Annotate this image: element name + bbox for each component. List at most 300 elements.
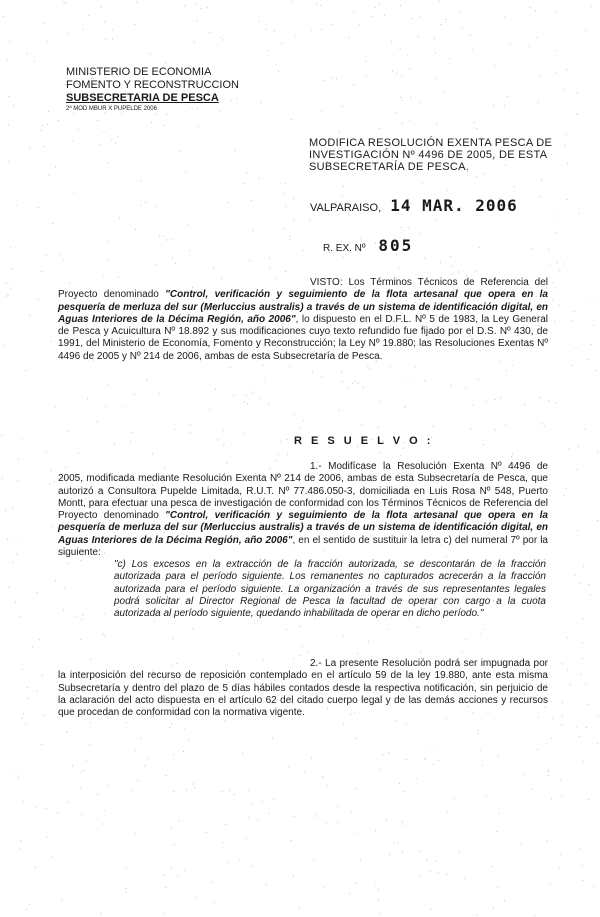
scan-speckle — [510, 43, 511, 44]
scan-speckle — [588, 799, 589, 800]
scan-speckle — [72, 141, 73, 142]
scan-speckle — [6, 283, 7, 284]
scan-speckle — [189, 250, 190, 251]
date-stamp: 14 MAR. 2006 — [390, 196, 518, 215]
scan-speckle — [352, 383, 353, 384]
scan-speckle — [104, 21, 105, 22]
scan-speckle — [44, 146, 45, 147]
scan-speckle — [73, 113, 74, 114]
scan-speckle — [29, 148, 30, 149]
scan-speckle — [174, 844, 175, 845]
scan-speckle — [269, 267, 270, 268]
scan-speckle — [26, 909, 27, 910]
scan-speckle — [86, 761, 87, 762]
scan-speckle — [184, 728, 185, 729]
scan-speckle — [145, 202, 146, 203]
scan-speckle — [29, 315, 30, 316]
scan-speckle — [571, 320, 572, 321]
scan-speckle — [190, 432, 191, 433]
scan-speckle — [149, 53, 150, 54]
scan-speckle — [504, 17, 505, 18]
scan-speckle — [534, 915, 535, 916]
scan-speckle — [587, 704, 588, 705]
scan-speckle — [560, 780, 561, 781]
scan-speckle — [121, 113, 122, 114]
scan-speckle — [420, 233, 421, 234]
scan-speckle — [225, 824, 226, 825]
scan-speckle — [590, 594, 591, 595]
scan-speckle — [546, 841, 547, 842]
scan-speckle — [589, 584, 590, 585]
scan-speckle — [171, 723, 172, 724]
scan-speckle — [287, 439, 288, 440]
scan-speckle — [51, 526, 52, 527]
scan-speckle — [579, 583, 580, 584]
scan-speckle — [324, 80, 325, 81]
scan-speckle — [125, 888, 126, 889]
scan-speckle — [480, 749, 481, 750]
scan-speckle — [587, 359, 588, 360]
scan-speckle — [355, 883, 356, 884]
scan-speckle — [404, 407, 405, 408]
scan-speckle — [420, 876, 421, 877]
scan-speckle — [108, 242, 109, 243]
scan-speckle — [342, 106, 343, 107]
scan-speckle — [251, 866, 252, 867]
scan-speckle — [64, 587, 65, 588]
scan-speckle — [210, 32, 211, 33]
scan-speckle — [80, 788, 81, 789]
scan-speckle — [228, 202, 229, 203]
scan-speckle — [486, 796, 487, 797]
scan-speckle — [165, 887, 166, 888]
scan-speckle — [553, 718, 554, 719]
document-subject: MODIFICA RESOLUCIÓN EXENTA PESCA DE INVESTIGACIÓN Nº 4496 DE 2005, DE ESTA SUBSECRETARÍA DE PESCA. — [309, 137, 553, 173]
scan-speckle — [165, 63, 166, 64]
scan-speckle — [141, 738, 142, 739]
scan-speckle — [342, 257, 343, 258]
scan-speckle — [46, 255, 47, 256]
scan-speckle — [170, 727, 171, 728]
scan-speckle — [406, 724, 407, 725]
scan-speckle — [561, 724, 562, 725]
visto-label: VISTO: — [310, 277, 343, 288]
scan-speckle — [20, 616, 21, 617]
scan-speckle — [548, 771, 549, 772]
scan-speckle — [13, 508, 14, 509]
scan-speckle — [1, 435, 2, 436]
scan-speckle — [136, 2, 137, 3]
scan-speckle — [408, 377, 409, 378]
scan-speckle — [476, 128, 477, 129]
scan-speckle — [26, 370, 27, 371]
scan-speckle — [581, 674, 582, 675]
scan-speckle — [549, 249, 550, 250]
scan-speckle — [477, 915, 478, 916]
scan-speckle — [266, 884, 267, 885]
scan-speckle — [90, 722, 91, 723]
scan-speckle — [267, 50, 268, 51]
scan-speckle — [311, 758, 312, 759]
scan-speckle — [359, 24, 360, 25]
scan-speckle — [300, 626, 301, 627]
scan-speckle — [227, 862, 228, 863]
scan-speckle — [10, 288, 11, 289]
scan-speckle — [294, 414, 295, 415]
scan-speckle — [551, 799, 552, 800]
scan-speckle — [305, 772, 306, 773]
scan-speckle — [159, 393, 160, 394]
point-1-project-name: "Control, verificación y seguimiento de la flota artesanal que opera en la pesquería de merluza del sur (Merluccius australis) a través de un sistema de identificación digital, en Aguas Interiores de la Décima Región, año 2006" — [58, 510, 548, 546]
scan-speckle — [214, 902, 215, 903]
scan-speckle — [482, 440, 483, 441]
scan-speckle — [482, 765, 483, 766]
scan-speckle — [82, 29, 83, 30]
scan-speckle — [596, 370, 597, 371]
scan-speckle — [452, 266, 453, 267]
scan-speckle — [548, 775, 549, 776]
scan-speckle — [15, 602, 16, 603]
scan-speckle — [23, 801, 24, 802]
scan-speckle — [504, 105, 505, 106]
scan-speckle — [372, 16, 373, 17]
scan-speckle — [464, 878, 465, 879]
scan-speckle — [82, 615, 83, 616]
scan-speckle — [483, 629, 484, 630]
scan-speckle — [192, 783, 193, 784]
scan-speckle — [244, 434, 245, 435]
scan-speckle — [18, 777, 19, 778]
scan-speckle — [175, 263, 176, 264]
scan-speckle — [431, 909, 432, 910]
scan-speckle — [104, 131, 105, 132]
scan-speckle — [67, 431, 68, 432]
scan-speckle — [107, 162, 108, 163]
scan-speckle — [498, 755, 499, 756]
scan-speckle — [303, 420, 304, 421]
scan-speckle — [353, 11, 354, 12]
scan-speckle — [283, 228, 284, 229]
scan-speckle — [26, 724, 27, 725]
scan-speckle — [88, 15, 89, 16]
scan-speckle — [574, 311, 575, 312]
scan-speckle — [170, 868, 171, 869]
point-1-text-2: , en el sentido de sustituir la letra c) del numeral 7º por la siguiente: — [58, 534, 548, 559]
scan-speckle — [438, 760, 439, 761]
scan-speckle — [326, 822, 327, 823]
scan-speckle — [245, 838, 246, 839]
scan-speckle — [403, 448, 404, 449]
scan-speckle — [280, 441, 281, 442]
scan-speckle — [16, 205, 17, 206]
scan-speckle — [567, 199, 568, 200]
scan-speckle — [163, 236, 164, 237]
scan-speckle — [337, 822, 338, 823]
scan-speckle — [339, 131, 340, 132]
scan-speckle — [555, 50, 556, 51]
scan-speckle — [494, 66, 495, 67]
scan-speckle — [273, 799, 274, 800]
scan-speckle — [68, 802, 69, 803]
scan-speckle — [285, 206, 286, 207]
scan-speckle — [285, 271, 286, 272]
scan-speckle — [556, 72, 557, 73]
scan-speckle — [367, 366, 368, 367]
scan-speckle — [45, 808, 46, 809]
scan-speckle — [493, 105, 494, 106]
scan-speckle — [151, 122, 152, 123]
scan-speckle — [245, 395, 246, 396]
scan-speckle — [574, 575, 575, 576]
scan-speckle — [119, 218, 120, 219]
scan-speckle — [315, 814, 316, 815]
scan-speckle — [248, 817, 249, 818]
scan-speckle — [179, 820, 180, 821]
scan-speckle — [592, 301, 593, 302]
rex-number-stamp: 805 — [378, 236, 414, 255]
scan-speckle — [47, 124, 48, 125]
scan-speckle — [239, 860, 240, 861]
ministry-subtitle: FOMENTO Y RECONSTRUCCION — [66, 79, 239, 91]
scan-speckle — [562, 663, 563, 664]
scan-speckle — [41, 130, 42, 131]
scan-speckle — [424, 380, 425, 381]
scan-speckle — [446, 22, 447, 23]
scan-speckle — [576, 347, 577, 348]
scan-speckle — [441, 24, 442, 25]
scan-speckle — [222, 40, 223, 41]
rex-label: R. EX. Nº — [323, 243, 366, 254]
scan-speckle — [495, 399, 496, 400]
scan-speckle — [541, 180, 542, 181]
scan-speckle — [378, 900, 379, 901]
scan-speckle — [430, 871, 431, 872]
scan-speckle — [507, 96, 508, 97]
scan-speckle — [213, 267, 214, 268]
scan-speckle — [80, 639, 81, 640]
scan-speckle — [100, 144, 101, 145]
scan-speckle — [131, 432, 132, 433]
scan-speckle — [559, 270, 560, 271]
scan-speckle — [185, 870, 186, 871]
scan-speckle — [476, 176, 477, 177]
scan-speckle — [504, 900, 505, 901]
scan-speckle — [55, 406, 56, 407]
scan-speckle — [276, 64, 277, 65]
scan-speckle — [20, 849, 21, 850]
scan-speckle — [111, 139, 112, 140]
scan-speckle — [67, 33, 68, 34]
scan-speckle — [493, 907, 494, 908]
scan-speckle — [67, 732, 68, 733]
scan-speckle — [126, 867, 127, 868]
scan-speckle — [223, 842, 224, 843]
scan-speckle — [262, 365, 263, 366]
scan-speckle — [393, 842, 394, 843]
scan-speckle — [402, 123, 403, 124]
scan-speckle — [336, 78, 337, 79]
scan-speckle — [44, 715, 45, 716]
scan-speckle — [419, 851, 420, 852]
scan-speckle — [321, 29, 322, 30]
scan-speckle — [46, 41, 47, 42]
scan-speckle — [35, 806, 36, 807]
scan-speckle — [416, 778, 417, 779]
scan-speckle — [368, 641, 369, 642]
scan-speckle — [447, 190, 448, 191]
scan-speckle — [598, 716, 599, 717]
scan-speckle — [101, 7, 102, 8]
scan-speckle — [505, 424, 506, 425]
scan-speckle — [234, 794, 235, 795]
scan-speckle — [9, 161, 10, 162]
scan-speckle — [323, 778, 324, 779]
scan-speckle — [35, 867, 36, 868]
scan-speckle — [570, 684, 571, 685]
scan-speckle — [260, 398, 261, 399]
scan-speckle — [569, 448, 570, 449]
scan-speckle — [185, 172, 186, 173]
scan-speckle — [105, 39, 106, 40]
scan-speckle — [274, 31, 275, 32]
scan-speckle — [135, 229, 136, 230]
scan-speckle — [144, 765, 145, 766]
scan-speckle — [465, 388, 466, 389]
place-date — [310, 196, 518, 215]
scan-speckle — [548, 770, 549, 771]
scan-speckle — [396, 73, 397, 74]
scan-speckle — [207, 7, 208, 8]
scan-speckle — [222, 430, 223, 431]
scan-speckle — [454, 798, 455, 799]
scan-speckle — [544, 426, 545, 427]
scan-speckle — [401, 227, 402, 228]
scan-speckle — [396, 720, 397, 721]
scan-speckle — [32, 646, 33, 647]
scan-speckle — [354, 85, 355, 86]
scan-speckle — [41, 271, 42, 272]
scan-speckle — [188, 225, 189, 226]
scan-speckle — [582, 865, 583, 866]
scan-speckle — [354, 832, 355, 833]
scan-speckle — [576, 469, 577, 470]
scan-speckle — [378, 889, 379, 890]
scan-speckle — [495, 429, 496, 430]
scan-speckle — [80, 560, 81, 561]
scan-speckle — [59, 254, 60, 255]
scan-speckle — [380, 401, 381, 402]
scan-speckle — [107, 259, 108, 260]
scan-speckle — [49, 484, 50, 485]
scan-speckle — [137, 780, 138, 781]
scan-speckle — [578, 446, 579, 447]
scan-speckle — [498, 813, 499, 814]
scan-speckle — [53, 223, 54, 224]
scan-speckle — [531, 789, 532, 790]
scan-speckle — [61, 899, 62, 900]
scan-speckle — [2, 478, 3, 479]
point-2-lead: 2.- La presente Resolución podrá ser impugnada — [310, 658, 531, 669]
scan-speckle — [83, 770, 84, 771]
scan-speckle — [13, 105, 14, 106]
scan-speckle — [553, 282, 554, 283]
scan-speckle — [307, 652, 308, 653]
scan-speckle — [583, 566, 584, 567]
scan-speckle — [597, 520, 598, 521]
scan-speckle — [229, 367, 230, 368]
scan-speckle — [591, 6, 592, 7]
scan-speckle — [555, 402, 556, 403]
visto-paragraph — [58, 277, 548, 363]
visto-text-2: , lo dispuesto en el D.F.L. Nº 5 de 1983, la Ley General de Pesca y Acuicultura Nº 18.892 y sus modificaciones cuyo texto refundido fue fijado por el D.S. Nº 430, de 1991, del Ministerio de Economía, Fomento y Reconstrucción; la Ley Nº 19.880; las Resoluciones Exentas Nº 4496 de 2005 y Nº 214 de 2006, ambas de esta Subsecretaría de Pesca. — [58, 313, 548, 362]
scan-speckle — [244, 401, 245, 402]
scan-speckle — [23, 713, 24, 714]
scan-speckle — [115, 143, 116, 144]
scan-speckle — [582, 761, 583, 762]
scan-speckle — [444, 91, 445, 92]
scan-speckle — [302, 250, 303, 251]
scan-speckle — [383, 754, 384, 755]
scan-speckle — [50, 470, 51, 471]
scan-speckle — [293, 875, 294, 876]
scan-speckle — [567, 69, 568, 70]
scan-speckle — [375, 882, 376, 883]
scan-speckle — [576, 727, 577, 728]
replacement-clause-quote: "c) Los excesos en la extracción de la fracción autorizada, se descontarán de la fracción autorizada para el período siguiente. Los remanentes no capturados acrecerán a la fracción autorizada para el período siguiente. La organización a través de sus representantes legales podrá solicitar al Director Regional de Pesca la facultad de operar con cargo a la cuota autorizada al período siguiente, quedando inhabilitada de operar en dicho período." — [114, 559, 546, 620]
scan-speckle — [402, 852, 403, 853]
scan-speckle — [235, 150, 236, 151]
scan-speckle — [125, 407, 126, 408]
scan-speckle — [436, 219, 437, 220]
scan-speckle — [13, 562, 14, 563]
scan-speckle — [323, 886, 324, 887]
scan-speckle — [285, 183, 286, 184]
scan-speckle — [358, 383, 359, 384]
scan-speckle — [231, 444, 232, 445]
scan-speckle — [483, 173, 484, 174]
ministry-header — [66, 66, 239, 113]
scan-speckle — [321, 111, 322, 112]
scan-speckle — [302, 646, 303, 647]
scan-speckle — [316, 4, 317, 5]
scan-speckle — [400, 455, 401, 456]
place-label: VALPARAISO, — [310, 202, 382, 214]
scan-speckle — [420, 16, 421, 17]
scan-speckle — [380, 770, 381, 771]
scan-speckle — [10, 247, 11, 248]
scan-speckle — [583, 618, 584, 619]
point-2-paragraph — [58, 658, 548, 719]
scan-speckle — [152, 453, 153, 454]
scan-speckle — [289, 366, 290, 367]
scan-speckle — [338, 806, 339, 807]
scan-speckle — [38, 207, 39, 208]
scan-speckle — [313, 859, 314, 860]
scan-speckle — [559, 305, 560, 306]
scan-speckle — [34, 61, 35, 62]
scan-speckle — [320, 5, 321, 6]
scan-speckle — [332, 77, 333, 78]
scan-speckle — [365, 61, 366, 62]
scan-speckle — [266, 29, 267, 30]
scan-speckle — [409, 120, 410, 121]
scan-speckle — [284, 193, 285, 194]
scan-speckle — [472, 50, 473, 51]
scan-speckle — [125, 722, 126, 723]
scan-speckle — [146, 380, 147, 381]
scan-speckle — [67, 563, 68, 564]
scan-speckle — [576, 113, 577, 114]
